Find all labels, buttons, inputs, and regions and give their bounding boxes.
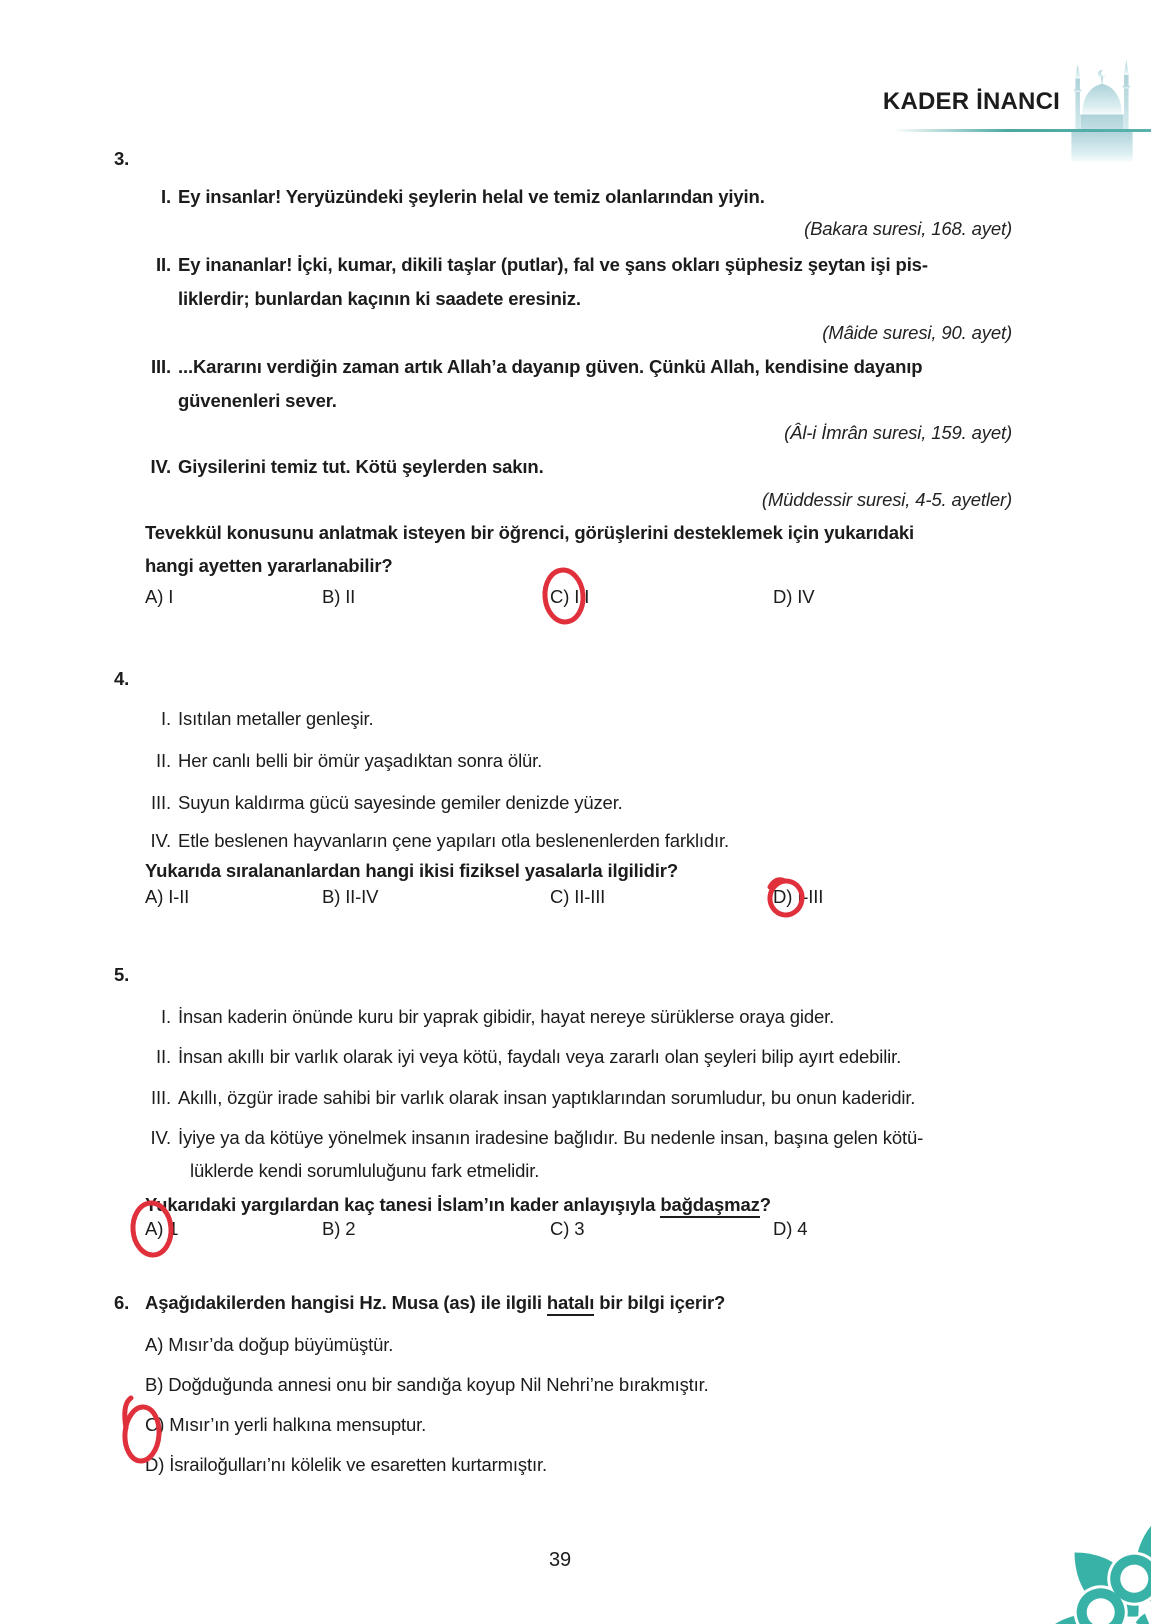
answer-circle-annotation (126, 1199, 182, 1261)
question-number: 6. (114, 1292, 130, 1313)
item-roman-label: IV. (150, 456, 171, 477)
item-roman-label: III. (151, 1087, 171, 1108)
answer-option: A) I (145, 586, 174, 607)
verse-item (140, 186, 765, 208)
item-roman-label: II. (156, 254, 171, 275)
list-item (140, 1087, 915, 1109)
answer-circle-annotation (114, 1394, 172, 1472)
item-roman-label: IV. (150, 830, 171, 851)
item-text: Her canlı belli bir ömür yaşadıktan sonra ölür. (178, 750, 543, 771)
item-text: lüklerde kendi sorumluluğunu fark etmelidir. (190, 1160, 540, 1181)
stem-underlined-word: bağdaşmaz (660, 1194, 759, 1218)
verse-item (140, 356, 922, 378)
answer-option: D) İsrailoğulları’nı kölelik ve esaretten kurtarmıştır. (145, 1454, 547, 1475)
item-text: İyiye ya da kötüye yönelmek insanın iradesine bağlıdır. Bu nedenle insan, başına gelen kötü- (178, 1127, 924, 1148)
answer-option: D) I-III (773, 886, 824, 907)
chapter-title: KADER İNANCI (882, 88, 1060, 115)
answer-option: C) Mısır’ın yerli halkına mensuptur. (145, 1414, 427, 1435)
answer-option: B) 2 (322, 1218, 356, 1239)
item-roman-label: III. (151, 792, 171, 813)
stem-text: ? (759, 1194, 771, 1215)
item-roman-label: III. (151, 356, 171, 377)
list-item (140, 1127, 923, 1149)
list-item (140, 1006, 834, 1028)
answer-option: C) 3 (550, 1218, 585, 1239)
header-rule (893, 129, 1151, 132)
item-text: ...Kararını verdiğin zaman artık Allah’a dayanıp güven. Çünkü Allah, kendisine dayanıp (178, 356, 923, 377)
answer-option: B) II-IV (322, 886, 379, 907)
answer-option: D) IV (773, 586, 815, 607)
verse-item (140, 456, 544, 478)
stem-text: Yukarıdaki yargılardan kaç tanesi İslam’ın kader anlayışıyla (145, 1194, 661, 1215)
list-item (140, 830, 729, 852)
page-number: 39 (549, 1549, 571, 1571)
stem-text: Aşağıdakilerden hangisi Hz. Musa (as) ile ilgili (145, 1292, 547, 1313)
item-text: Etle beslenen hayvanların çene yapıları otla beslenenlerden farklıdır. (178, 830, 730, 851)
list-item (140, 1046, 901, 1068)
stem-text: bir bilgi içerir? (594, 1292, 726, 1313)
item-roman-label: II. (156, 750, 171, 771)
answer-option: B) II (322, 586, 356, 607)
item-roman-label: I. (161, 186, 171, 207)
question-stem (114, 1292, 725, 1314)
answer-circle-annotation (536, 564, 592, 628)
answer-circle-annotation (762, 873, 812, 923)
mosque-icon (1066, 54, 1138, 166)
item-text: Giysilerini temiz tut. Kötü şeylerden sakın. (178, 456, 544, 477)
list-item (140, 750, 542, 772)
item-text: İnsan akıllı bir varlık olarak iyi veya kötü, faydalı veya zararlı olan şeyleri bilip ayırt edebilir. (178, 1046, 902, 1067)
item-text: Suyun kaldırma gücü sayesinde gemiler denizde yüzer. (178, 792, 623, 813)
question-stem: Yukarıda sıralananlardan hangi ikisi fiziksel yasalarla ilgilidir? (145, 860, 678, 881)
item-text: Akıllı, özgür irade sahibi bir varlık olarak insan yaptıklarından sorumludur, bu onun kaderidir. (178, 1087, 916, 1108)
item-text: güvenenleri sever. (178, 390, 337, 411)
question-stem: hangi ayetten yararlanabilir? (145, 555, 393, 576)
item-roman-label: IV. (150, 1127, 171, 1148)
question-number: 5. (114, 964, 130, 985)
list-item (140, 708, 373, 730)
list-item (140, 792, 623, 814)
item-roman-label: II. (156, 1046, 171, 1067)
answer-option: B) Doğduğunda annesi onu bir sandığa koyup Nil Nehri’ne bırakmıştır. (145, 1374, 709, 1395)
item-text: Ey inananlar! İçki, kumar, dikili taşlar (putlar), fal ve şans okları şüphesiz şeytan işi pis- (178, 254, 928, 275)
item-roman-label: I. (161, 708, 171, 729)
question-number: 3. (114, 148, 130, 169)
stem-underlined-word: hatalı (547, 1292, 594, 1316)
item-text: Ey insanlar! Yeryüzündeki şeylerin helal ve temiz olanlarından yiyin. (178, 186, 765, 207)
answer-option: A) 1 (145, 1218, 179, 1239)
verse-citation: (Müddessir suresi, 4-5. ayetler) (761, 489, 1012, 510)
item-text: liklerdir; bunlardan kaçının ki saadete eresiniz. (178, 288, 581, 309)
question-stem: Tevekkül konusunu anlatmak isteyen bir öğrenci, görüşlerini desteklemek için yukarıdaki (145, 522, 915, 543)
question-stem (145, 1194, 771, 1216)
answer-option: D) 4 (773, 1218, 808, 1239)
flower-ornament (1028, 1506, 1151, 1624)
answer-option: C) III (550, 586, 590, 607)
verse-item (140, 254, 928, 276)
question-number: 4. (114, 668, 130, 689)
answer-option: C) II-III (550, 886, 606, 907)
verse-citation: (Mâide suresi, 90. ayet) (822, 322, 1012, 343)
verse-citation: (Bakara suresi, 168. ayet) (804, 218, 1012, 239)
verse-citation: (Âl-i İmrân suresi, 159. ayet) (784, 422, 1012, 443)
item-text: İnsan kaderin önünde kuru bir yaprak gibidir, hayat nereye sürüklerse oraya gider. (178, 1006, 835, 1027)
answer-option: A) Mısır’da doğup büyümüştür. (145, 1334, 394, 1355)
item-text: Isıtılan metaller genleşir. (178, 708, 374, 729)
item-roman-label: I. (161, 1006, 171, 1027)
answer-option: A) I-II (145, 886, 190, 907)
